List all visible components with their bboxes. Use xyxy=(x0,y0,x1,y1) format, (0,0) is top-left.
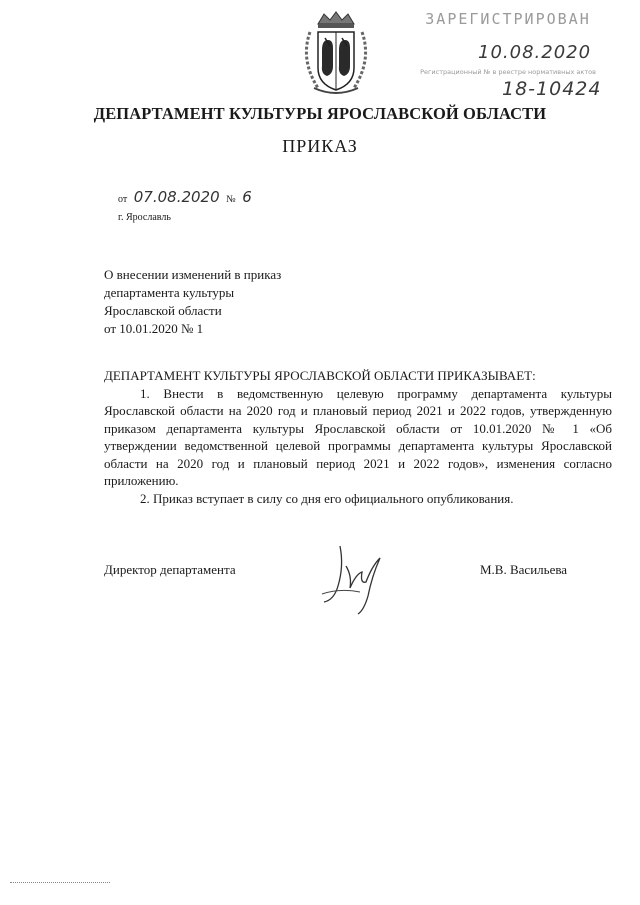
handwritten-signature xyxy=(310,536,410,616)
footer-divider xyxy=(10,882,110,883)
order-body xyxy=(104,367,612,507)
stamp-registration-date: 10.08.2020 xyxy=(478,42,592,63)
department-heading: ДЕПАРТАМЕНТ КУЛЬТУРЫ ЯРОСЛАВСКОЙ ОБЛАСТИ xyxy=(93,104,547,123)
number-prefix: № xyxy=(226,194,236,205)
order-number: 6 xyxy=(242,188,252,206)
city-label: г. Ярославль xyxy=(118,212,171,223)
coat-of-arms-emblem xyxy=(296,10,376,96)
signatory-position: Директор департамента xyxy=(104,562,236,577)
order-date-number xyxy=(118,188,256,206)
date-prefix: от xyxy=(118,194,128,205)
stamp-registration-number: 18-10424 xyxy=(502,78,602,100)
order-preamble: ДЕПАРТАМЕНТ КУЛЬТУРЫ ЯРОСЛАВСКОЙ ОБЛАСТИ ПРИКАЗЫВАЕТ: xyxy=(104,368,536,383)
stamp-subtitle: Регистрационный № в реестре нормативных актов xyxy=(420,68,596,76)
subject-line: О внесении изменений в приказ xyxy=(104,267,282,282)
order-subject xyxy=(104,266,281,338)
subject-line: от 10.01.2020 № 1 xyxy=(104,321,204,336)
subject-line: Ярославской области xyxy=(104,303,222,318)
subject-line: департамента культуры xyxy=(104,285,235,300)
registration-stamp xyxy=(402,8,614,98)
order-item-2: 2. Приказ вступает в силу со дня его официального опубликования. xyxy=(140,490,514,506)
order-item-1: 1. Внести в ведомственную целевую программу департамента культуры Ярославской области на 2020 год и плановый период 2021 и 2022 годов, утвержденную приказом департамента культуры Ярославской области от 10.01.2020 № 1 «Об утверждении ведомственной целевой программы департамента культуры Ярославской области на 2020 год и плановый период 2021 и 2022 годов», изменения согласно приложению. xyxy=(104,385,612,488)
signatory-name: М.В. Васильева xyxy=(480,562,568,577)
order-date: 07.08.2020 xyxy=(133,188,220,206)
document-type-title: ПРИКАЗ xyxy=(282,136,358,156)
stamp-title: ЗАРЕГИСТРИРОВАН xyxy=(425,10,591,28)
